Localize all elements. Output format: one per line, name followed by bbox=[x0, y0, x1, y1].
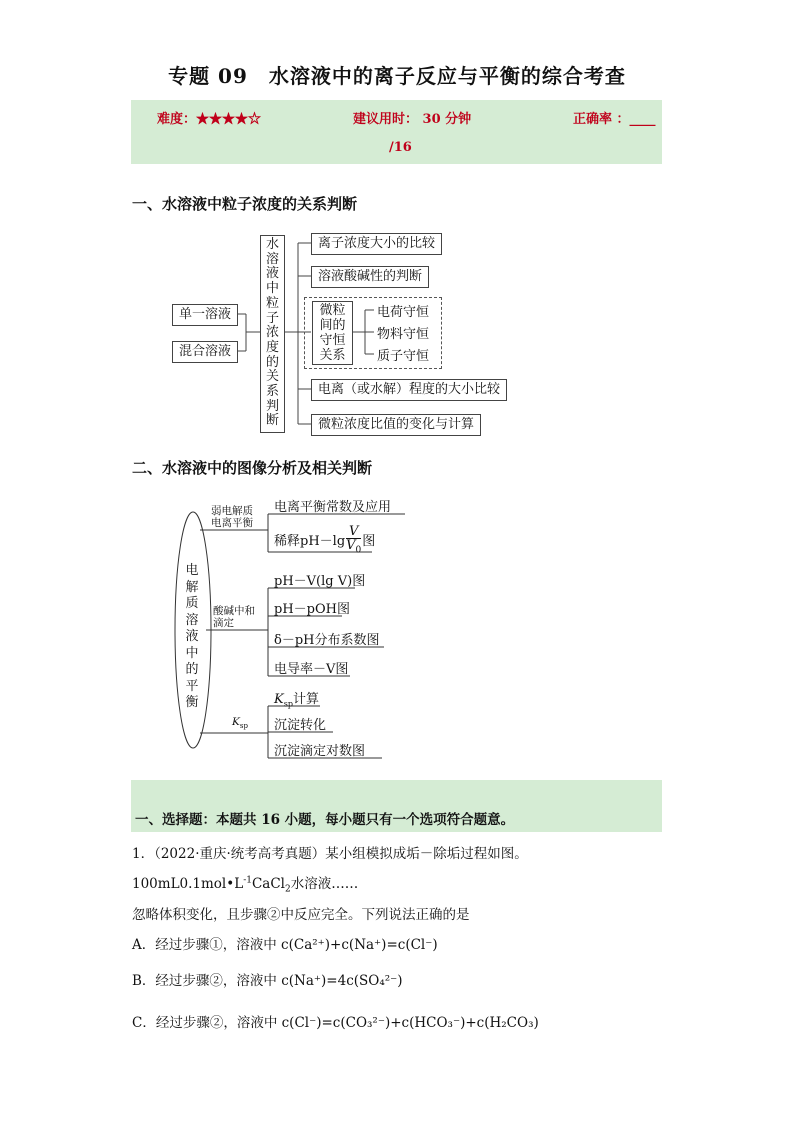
accuracy-field: 正确率 ：____ bbox=[573, 112, 656, 127]
q1-line2-sub: 2 bbox=[285, 884, 291, 895]
branch1-label-2: 电离平衡 bbox=[211, 517, 253, 529]
root-text: 电解质溶液中的平衡 bbox=[185, 563, 199, 710]
center-topic-text: 水溶液中粒子浓度的关系判断 bbox=[266, 237, 280, 429]
section2-heading: 二、水溶液中的图像分析及相关判断 bbox=[132, 459, 373, 477]
page-title: 专题 09 水溶液中的离子反应与平衡的综合考查 bbox=[168, 64, 626, 88]
fraction-denominator-sub: 0 bbox=[355, 545, 362, 556]
suggested-time: 建议用时： 30 分钟 bbox=[353, 112, 472, 127]
fraction-numerator: V bbox=[346, 525, 361, 539]
proton-conservation: 质子守恒 bbox=[377, 349, 430, 364]
ksp-k: K bbox=[274, 692, 284, 707]
q1-line2c: 水溶液…… bbox=[290, 876, 359, 892]
q1-line2a: 100mL0.1mol•L bbox=[132, 876, 244, 892]
question1-option-c[interactable]: C．经过步骤②，溶液中 c(Cl⁻)=c(CO₃²⁻)+c(HCO₃⁻)+c(H₂CO₃) bbox=[132, 1015, 539, 1031]
dilution-fraction bbox=[346, 525, 361, 558]
ion-concentration-compare-box: 离子浓度大小的比较 bbox=[311, 233, 442, 255]
part1-band bbox=[131, 780, 662, 832]
material-conservation: 物料守恒 bbox=[377, 327, 430, 342]
precipitate-titration-item: 沉淀滴定对数图 bbox=[274, 744, 366, 759]
precipitate-transform-item: 沉淀转化 bbox=[274, 718, 327, 733]
ksp-calc-item bbox=[274, 688, 319, 709]
branch2-label-2: 滴定 bbox=[213, 617, 234, 629]
single-solution-box: 单一溶液 bbox=[172, 304, 238, 326]
ionization-degree-box: 电离（或水解）程度的大小比较 bbox=[311, 379, 507, 401]
part1-heading: 一、选择题：本题共 16 小题，每小题只有一个选项符合题意。 bbox=[135, 812, 515, 828]
fraction-denominator bbox=[346, 539, 361, 558]
ph-poh-graph-item: pH－pOH图 bbox=[274, 602, 350, 617]
q1-line2-sup: -1 bbox=[243, 875, 252, 886]
accuracy-total: /16 bbox=[389, 140, 412, 155]
branch1-label-1: 弱电解质 bbox=[211, 505, 253, 517]
q1-line2b: CaCl bbox=[251, 876, 285, 892]
branch3-label bbox=[232, 716, 248, 732]
ph-v-graph-item: pH－V(lg V)图 bbox=[274, 574, 366, 589]
branch3-sub: sp bbox=[239, 722, 248, 731]
question1-solution bbox=[132, 872, 358, 895]
question1-stem: 1．（2022·重庆·统考高考真题）某小组模拟成垢－除垢过程如图。 bbox=[132, 846, 528, 862]
dilution-graph-item bbox=[274, 525, 375, 558]
section1-heading: 一、水溶液中粒子浓度的关系判断 bbox=[132, 195, 358, 213]
fraction-denominator-v: V bbox=[346, 538, 356, 553]
distribution-graph-item: δ－pH分布系数图 bbox=[274, 633, 380, 648]
branch3-k: K bbox=[232, 716, 240, 728]
difficulty-rating: 难度：★★★★☆ bbox=[157, 112, 262, 127]
ksp-sub: sp bbox=[283, 699, 293, 709]
question1-option-a[interactable]: A．经过步骤①，溶液中 c(Ca²⁺)+c(Na⁺)=c(Cl⁻) bbox=[132, 937, 438, 953]
ratio-change-box: 微粒浓度比值的变化与计算 bbox=[311, 414, 481, 436]
charge-conservation: 电荷守恒 bbox=[377, 305, 430, 320]
dilution-suffix: 图 bbox=[362, 533, 376, 549]
branch2-label-1: 酸碱中和 bbox=[213, 605, 255, 617]
ionization-constant-item: 电离平衡常数及应用 bbox=[274, 500, 392, 515]
ksp-calc-text: 计算 bbox=[292, 692, 319, 707]
mixed-solution-box: 混合溶液 bbox=[172, 341, 238, 363]
acidity-judge-box: 溶液酸碱性的判断 bbox=[311, 266, 429, 288]
question1-condition: 忽略体积变化，且步骤②中反应完全。下列说法正确的是 bbox=[132, 907, 470, 923]
conductivity-graph-item: 电导率－V图 bbox=[274, 662, 349, 677]
conservation-label-text: 微粒间的守恒关系 bbox=[319, 303, 346, 363]
question1-option-b[interactable]: B．经过步骤②，溶液中 c(Na⁺)=4c(SO₄²⁻) bbox=[132, 973, 403, 989]
dilution-text: 稀释pH－lg bbox=[274, 533, 346, 549]
